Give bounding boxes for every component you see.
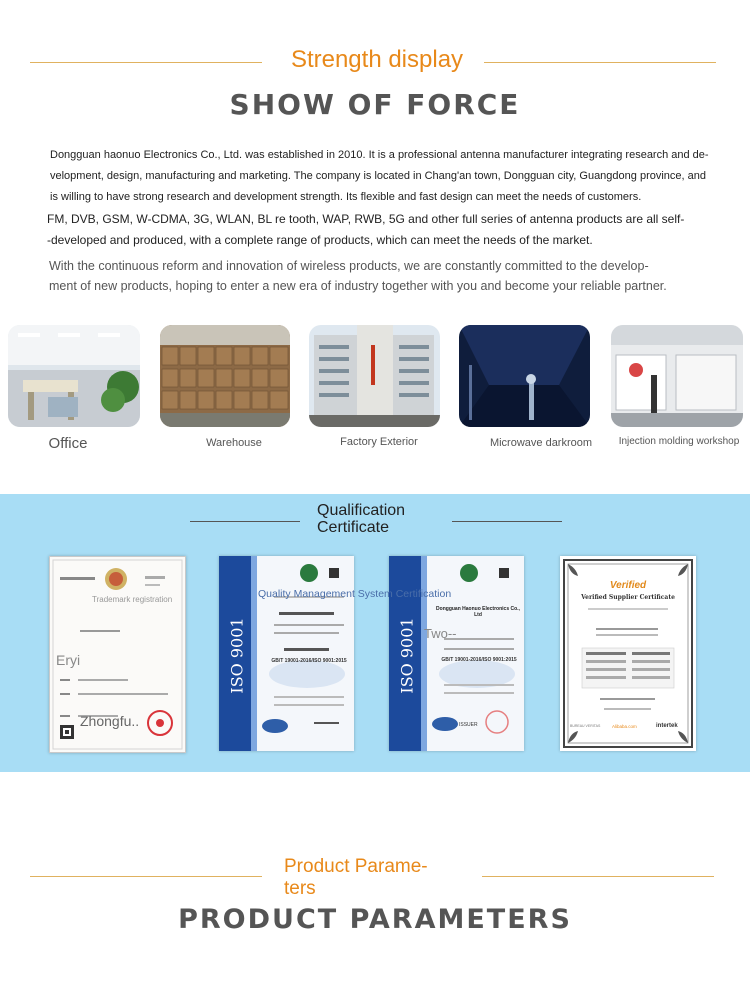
section-title-product-parameters: [284, 856, 428, 900]
intro-line: Dongguan haonuo Electronics Co., Ltd. was established in 2010. It is a professional antenna manufacturer integrating research and de-: [50, 149, 709, 161]
caption-factory-exterior: Factory Exterior: [340, 436, 418, 448]
alibaba-logo-text: Alibaba.com: [612, 724, 637, 729]
photo-office: [8, 325, 140, 427]
intro-line: ment of new products, hoping to enter a new era of industry together with you and become your reliable partner.: [49, 279, 667, 293]
section-title-strength: Strength display: [290, 46, 464, 73]
product-title-line: Product Parame-: [284, 856, 428, 877]
certificate-iso-9001-english: [389, 556, 524, 751]
left-divider: [30, 62, 262, 63]
photo-injection-molding-workshop: [611, 325, 743, 427]
iso-vertical-label: ISO 9001: [397, 617, 417, 694]
intro-line: -developed and produced, with a complete range of products, which can meet the needs of the market.: [47, 233, 593, 247]
verified-brand-text: Verified: [609, 580, 647, 591]
intro-paragraph-2: [47, 209, 727, 251]
photo-warehouse: [160, 325, 290, 427]
section-title-qualification: [317, 502, 405, 536]
qualification-title-line: Certificate: [317, 519, 390, 536]
certificate-label-eryi: Eryi: [56, 652, 81, 668]
intro-line: With the continuous reform and innovation of wireless products, we are constantly committed to the develop-: [49, 259, 649, 273]
intro-line: velopment, design, manufacturing and marketing. The company is located in Chang'an town, Dongguan city, Guangdong province, and: [50, 170, 706, 182]
factory-image: [309, 325, 440, 427]
caption-office: Office: [48, 435, 88, 452]
verified-supplier-title: Verified Supplier Certificate: [581, 594, 675, 601]
caption-injection-molding-workshop: Injection molding workshop: [618, 436, 740, 447]
caption-microwave-darkroom: Microwave darkroom: [489, 437, 593, 449]
certificate-label-two: Two--: [424, 626, 457, 641]
intertek-logo-text: intertek: [656, 723, 678, 729]
workshop-image: [611, 325, 743, 427]
certificate-label-zhongfu: Zhongfu..: [80, 713, 140, 729]
quality-management-overlay-text: Quality Management System Certification: [258, 588, 452, 600]
caption-warehouse: Warehouse: [206, 437, 262, 449]
certificate-verified-supplier: [560, 556, 696, 751]
certificate-issuer-text: ISSUER: [459, 722, 478, 728]
photo-factory-exterior: [309, 325, 440, 427]
right-divider: [484, 62, 716, 63]
intro-paragraph-3: [49, 256, 739, 296]
right-divider: [452, 521, 562, 522]
warehouse-image: [160, 325, 290, 427]
iso-vertical-label: ISO 9001: [227, 617, 247, 694]
right-divider: [482, 876, 714, 877]
certificate-iso-9001-chinese: [219, 556, 354, 751]
darkroom-image: [459, 325, 590, 427]
product-title-line: ters: [284, 878, 316, 899]
intro-line: FM, DVB, GSM, W-CDMA, 3G, WLAN, BL re tooth, WAP, RWB, 5G and other full series of antenna products are all self-: [47, 212, 685, 226]
certificate-standard-text: GB/T 19001-2016/ISO 9001:2015: [441, 657, 517, 663]
certificate-company-name: Dongguan Haonuo Electronics Co., Ltd: [436, 606, 520, 618]
intro-line: is willing to have strong research and development strength. Its flexible and fast design can meet the needs of customers.: [50, 191, 642, 203]
bureau-veritas-logo-text: BUREAU VERITAS: [570, 724, 601, 728]
section-subtitle-show-of-force: SHOW OF FORCE: [229, 88, 521, 121]
certificate-standard-text: GB/T 19001-2016/ISO 9001:2015: [271, 658, 347, 664]
intro-paragraph-1: [50, 145, 720, 208]
section-subtitle-product-parameters: PRODUCT PARAMETERS: [178, 904, 572, 935]
left-divider: [190, 521, 300, 522]
trademark-overlay-text: Trademark registration: [92, 595, 173, 604]
left-divider: [30, 876, 262, 877]
office-image: [8, 325, 140, 427]
photo-microwave-darkroom: [459, 325, 590, 427]
qualification-title-line: Qualification: [317, 502, 406, 519]
certificate-trademark: [49, 556, 186, 753]
